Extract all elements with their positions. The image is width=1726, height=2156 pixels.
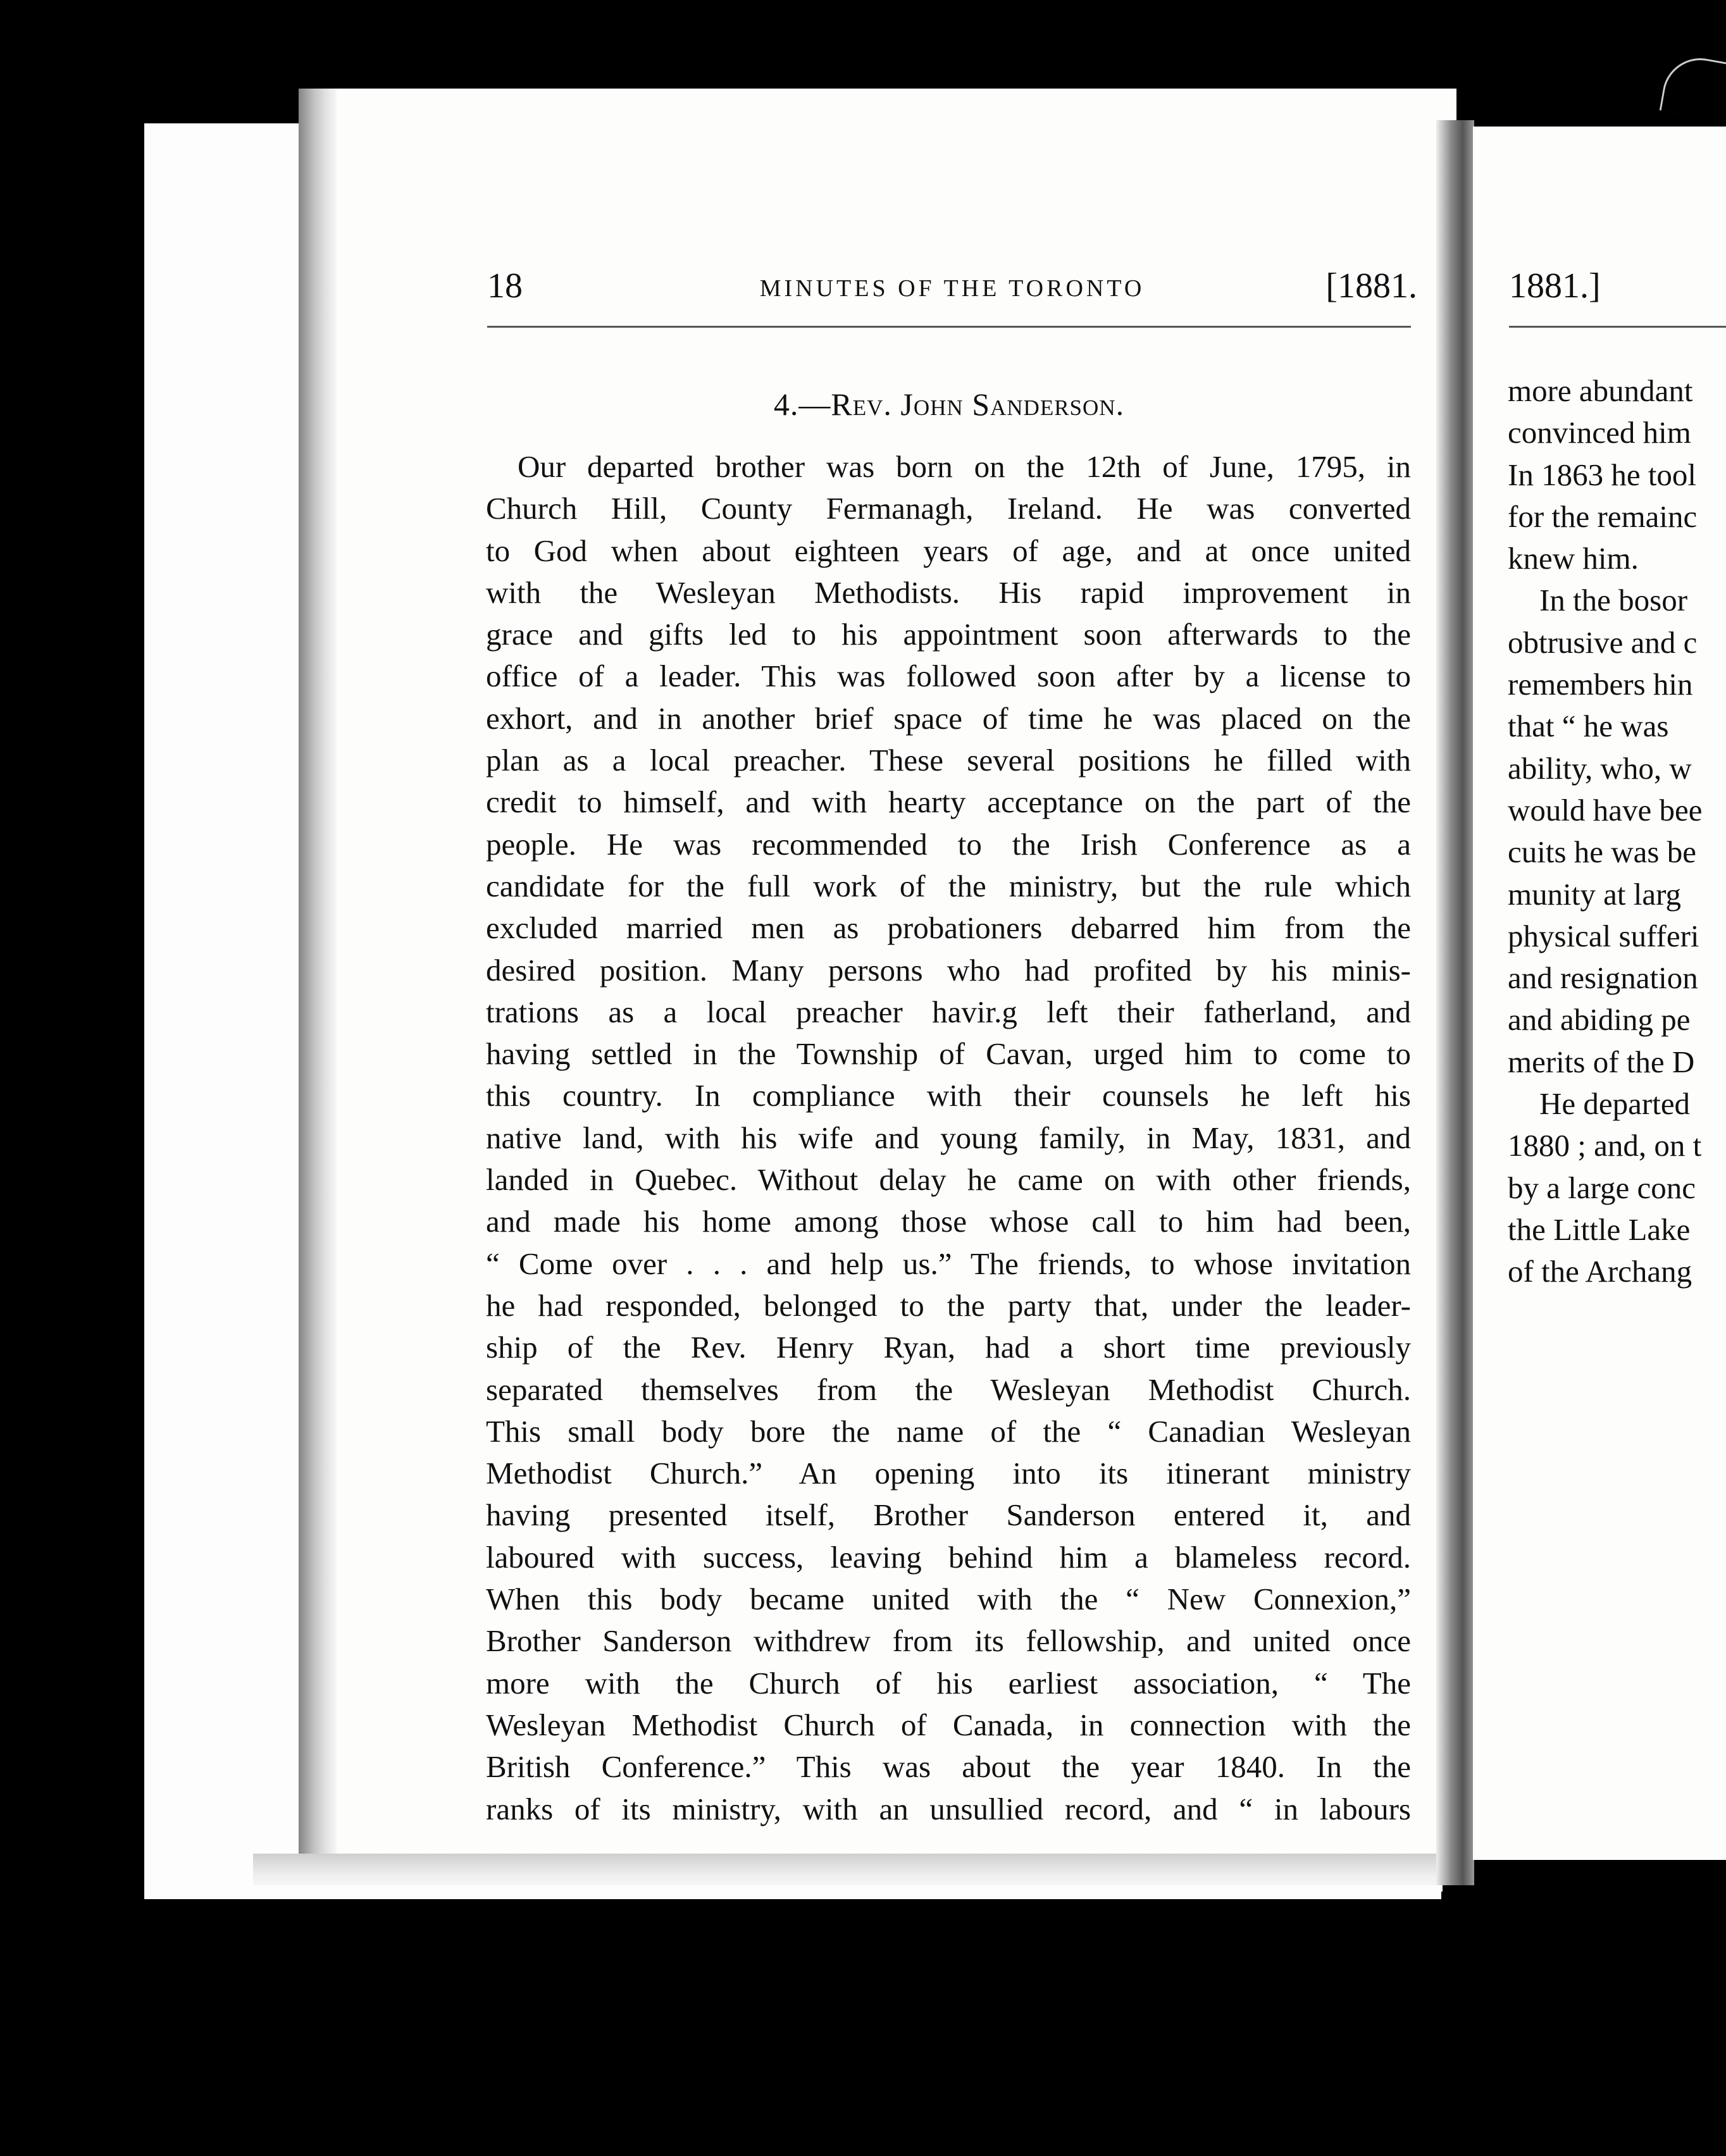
text-line: he had responded, belonged to the party that, under the leader- [486,1287,1411,1323]
text-line: laboured with success, leaving behind him a blameless record. [486,1539,1411,1575]
section-number: 4.— [773,387,831,422]
text-line: Methodist Church.” An opening into its itinerant ministry [486,1456,1411,1491]
text-line: trations as a local preacher havir.g left their fatherland, and [486,994,1411,1029]
text-line: British Conference.” This was about the year 1840. In the [486,1749,1411,1785]
text-line: office of a leader. This was followed soon after by a license to [486,659,1411,694]
right-text-line: remembers hin [1508,667,1693,702]
section-title: Rev. John Sanderson. [831,387,1125,422]
text-line: and made his home among those whose call to him had been, [486,1204,1411,1239]
running-head [487,266,1417,316]
right-text-line: would have bee [1508,792,1703,827]
right-text-line: He departed [1539,1086,1691,1122]
text-line: excluded married men as probationers debarred him from the [486,910,1411,946]
right-text-line: for the remainc [1508,499,1698,534]
text-line: desired position. Many persons who had profited by his minis- [486,952,1411,988]
text-line: candidate for the full work of the ministry, but the rule which [486,868,1411,903]
right-page-year: 1881.] [1509,266,1601,306]
right-text-line: and abiding pe [1508,1002,1691,1038]
right-text-line: munity at larg [1508,876,1681,912]
text-line: to God when about eighteen years of age, and at once united [486,533,1411,568]
page-number: 18 [487,266,523,306]
text-line: having settled in the Township of Cavan, urged him to come to [486,1036,1411,1072]
text-line: this country. In compliance with their counsels he left his [486,1078,1411,1113]
right-text-line: In the bosor [1539,583,1688,618]
text-line: This small body bore the name of the “ Canadian Wesleyan [486,1413,1411,1449]
right-text-line: of the Archang [1508,1254,1692,1289]
right-text-line: physical sufferi [1508,918,1699,953]
book-gutter [1436,120,1474,1885]
text-line: credit to himself, and with hearty acceptance on the part of the [486,784,1411,820]
header-year: [1881. [1326,266,1417,306]
text-line: exhort, and in another brief space of time he was placed on the [486,700,1411,736]
page-curl-mark [1660,53,1726,121]
right-text-line: convinced him [1508,415,1691,450]
right-text-line: more abundant [1508,373,1693,408]
left-page-edge [299,89,337,1879]
text-line: with the Wesleyan Methodists. His rapid improvement in [486,574,1411,610]
sheet-edge [144,1885,1441,1899]
text-line: plan as a local preacher. These several positions he filled with [486,743,1411,778]
text-line: Wesleyan Methodist Church of Canada, in connection with the [486,1707,1411,1742]
text-line: people. He was recommended to the Irish Conference as a [486,826,1411,862]
text-line: “ Come over . . . and help us.” The friends, to whose invitation [486,1246,1411,1281]
right-page-text [1508,370,1726,1293]
running-title: MINUTES OF THE TORONTO [759,275,1145,302]
text-line: having presented itself, Brother Sanderson entered it, and [486,1497,1411,1533]
right-text-line: knew him. [1508,541,1639,576]
text-line: Brother Sanderson withdrew from its fellowship, and united once [486,1623,1411,1659]
text-line: grace and gifts led to his appointment soon afterwards to the [486,617,1411,652]
body-text [486,446,1411,1830]
text-line: ship of the Rev. Henry Ryan, had a short time previously [486,1330,1411,1365]
text-line: native land, with his wife and young family, in May, 1831, and [486,1120,1411,1155]
text-line: more with the Church of his earliest association, “ The [486,1665,1411,1701]
right-text-line: and resignation [1508,960,1698,996]
right-text-line: that “ he was [1508,709,1669,744]
text-line: separated themselves from the Wesleyan Methodist Church. [486,1372,1411,1407]
text-line: When this body became united with the “ New Connexion,” [486,1582,1411,1617]
right-text-line: by a large conc [1508,1170,1696,1205]
section-heading [487,386,1411,423]
header-rule [487,326,1411,328]
text-line: Our departed brother was born on the 12th of June, 1795, in [518,449,1411,484]
right-header-rule [1509,326,1726,328]
right-text-line: In 1863 he tool [1508,457,1697,492]
text-line: Church Hill, County Fermanagh, Ireland. He was converted [486,491,1411,526]
text-line: landed in Quebec. Without delay he came on with other friends, [486,1162,1411,1198]
right-text-line: ability, who, w [1508,750,1692,786]
right-text-line: obtrusive and c [1508,624,1698,660]
right-text-line: the Little Lake [1508,1211,1691,1247]
right-text-line: 1880 ; and, on t [1508,1128,1702,1163]
text-line: ranks of its ministry, with an unsullied record, and “ in labours [486,1791,1411,1826]
right-text-line: merits of the D [1508,1044,1695,1079]
right-text-line: cuits he was be [1508,834,1696,870]
